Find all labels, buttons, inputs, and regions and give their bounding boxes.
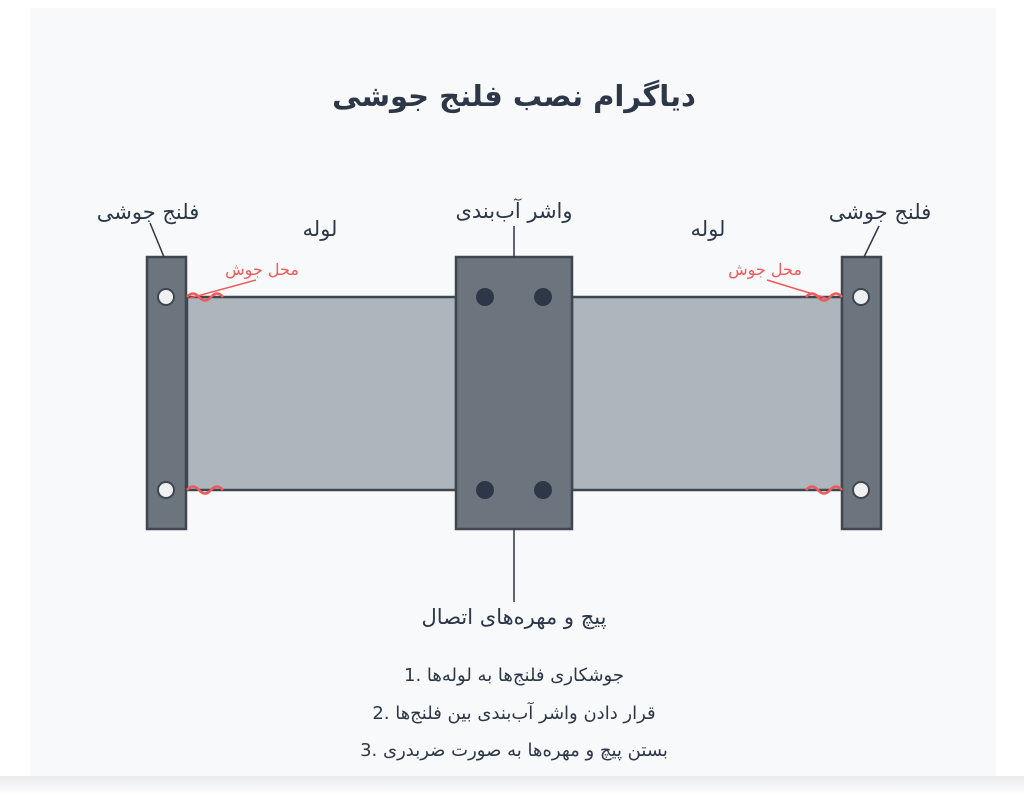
label-bolts: پیچ و مهره‌های اتصال	[421, 605, 607, 629]
step-1: جوشکاری فلنج‌ها به لوله‌ها .1	[404, 665, 624, 686]
pipe-right	[572, 297, 842, 490]
bolt-bottom-right	[534, 481, 552, 499]
label-pipe-right: لوله	[690, 217, 726, 241]
flange-left-hole-top	[158, 289, 174, 305]
label-gasket: واشر آب‌بندی	[455, 199, 573, 223]
label-flange-left: فلنج جوشی	[96, 200, 200, 224]
label-weld-left: محل جوش	[225, 260, 299, 279]
leader-flange-right	[864, 226, 879, 257]
label-flange-right: فلنج جوشی	[828, 200, 932, 224]
step-3: بستن پیچ و مهره‌ها به صورت ضربدری .3	[360, 740, 668, 761]
leader-weld-right	[767, 280, 826, 298]
leader-flange-left	[150, 223, 164, 257]
flange-left-hole-bottom	[158, 482, 174, 498]
gasket	[456, 257, 572, 529]
diagram-title: دیاگرام نصب فلنج جوشی	[332, 79, 696, 113]
bolt-top-right	[534, 288, 552, 306]
bolt-bottom-left	[476, 481, 494, 499]
pipe-left	[187, 297, 456, 490]
bolt-top-left	[476, 288, 494, 306]
flange-right-hole-top	[853, 289, 869, 305]
label-pipe-left: لوله	[302, 217, 338, 241]
flange-right-hole-bottom	[853, 482, 869, 498]
label-weld-right: محل جوش	[728, 260, 802, 279]
step-2: قرار دادن واشر آب‌بندی بین فلنج‌ها .2	[372, 703, 656, 724]
